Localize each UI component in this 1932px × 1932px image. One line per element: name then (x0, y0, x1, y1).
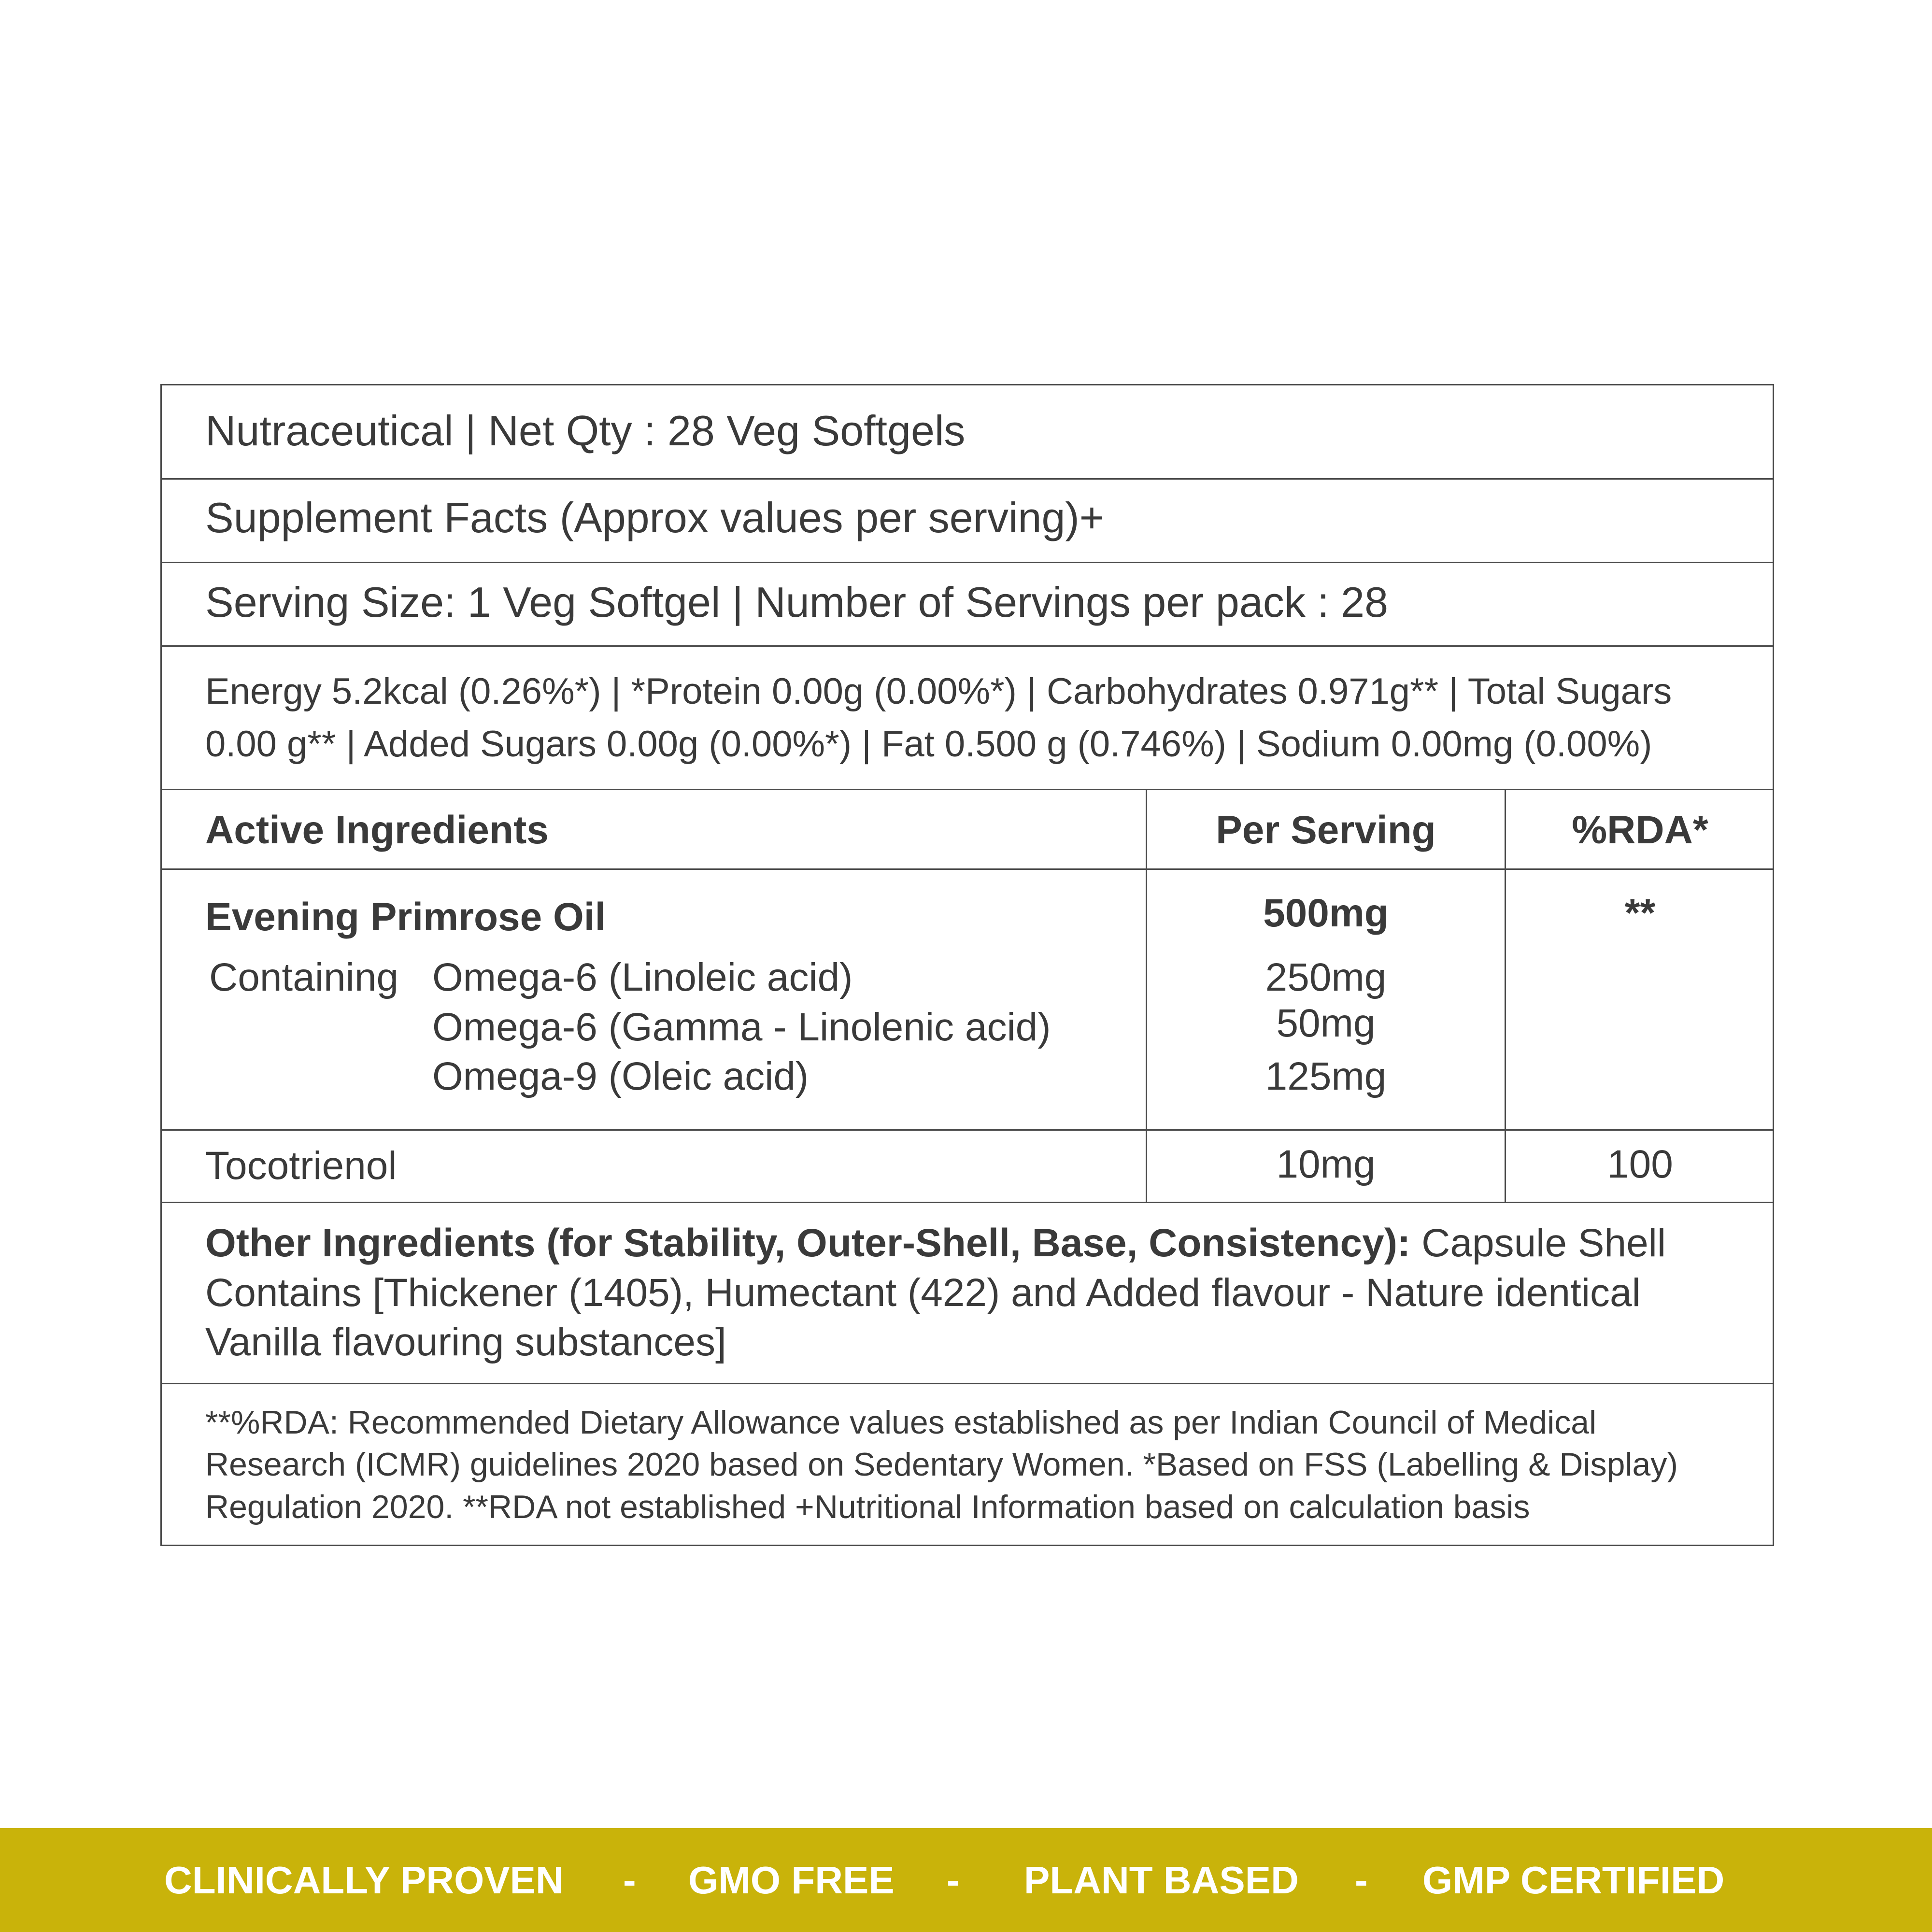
sub-ingredient-amount: 50mg (1276, 1001, 1376, 1045)
divider (162, 789, 1773, 790)
claim-gmp-certified: GMP CERTIFIED (1422, 1859, 1725, 1902)
net-quantity-line: Nutraceutical | Net Qty : 28 Veg Softgels (205, 407, 966, 455)
divider (162, 1129, 1773, 1131)
banner-separator: - (1355, 1859, 1368, 1902)
footnote-line-2: Research (ICMR) guidelines 2020 based on Sedentary Women. *Based on FSS (Labelling & Display) (205, 1446, 1678, 1483)
serving-size-line: Serving Size: 1 Veg Softgel | Number of Servings per pack : 28 (205, 578, 1389, 626)
claim-clinically-proven: CLINICALLY PROVEN (164, 1859, 564, 1902)
footnote-line-3: Regulation 2020. **RDA not established +Nutritional Information based on calculation basis (205, 1489, 1530, 1525)
divider (162, 1202, 1773, 1203)
sub-ingredient-name: Omega-6 (Linoleic acid) (432, 955, 853, 999)
claim-plant-based: PLANT BASED (1024, 1859, 1299, 1902)
footnote-line-1: **%RDA: Recommended Dietary Allowance values established as per Indian Council of Medical (205, 1404, 1597, 1441)
column-header-active-ingredients: Active Ingredients (205, 808, 549, 852)
supplement-facts-title: Supplement Facts (Approx values per serving)+ (205, 494, 1105, 541)
column-divider (1505, 789, 1506, 1203)
claim-gmo-free: GMO FREE (688, 1859, 895, 1902)
other-ingredients-line-1 (205, 1223, 1666, 1263)
ingredient-per-serving: 500mg (1263, 891, 1389, 935)
other-ingredients-text: Capsule Shell (1410, 1221, 1666, 1265)
divider (162, 562, 1773, 563)
divider (162, 645, 1773, 647)
nutrition-info-line-1: Energy 5.2kcal (0.26%*) | *Protein 0.00g (0.00%*) | Carbohydrates 0.971g** | Total Sugars (205, 671, 1672, 712)
nutrition-info-line-2: 0.00 g** | Added Sugars 0.00g (0.00%*) | Fat 0.500 g (0.746%) | Sodium 0.00mg (0.00%) (205, 724, 1652, 765)
ingredient-per-serving: 10mg (1276, 1142, 1376, 1186)
supplement-facts-panel (160, 384, 1774, 1546)
column-header-rda: %RDA* (1572, 808, 1708, 852)
ingredient-name: Evening Primrose Oil (205, 895, 606, 939)
banner-separator: - (623, 1859, 636, 1902)
divider (162, 1383, 1773, 1384)
divider (162, 868, 1773, 870)
banner-separator: - (947, 1859, 960, 1902)
sub-ingredient-name: Omega-9 (Oleic acid) (432, 1054, 809, 1098)
other-ingredients-line-2: Contains [Thickener (1405), Humectant (422) and Added flavour - Nature identical (205, 1271, 1641, 1315)
ingredient-name: Tocotrienol (205, 1144, 397, 1188)
claims-banner (0, 1828, 1932, 1932)
ingredient-rda: ** (1624, 891, 1656, 935)
sub-ingredient-name: Omega-6 (Gamma - Linolenic acid) (432, 1005, 1051, 1049)
sub-ingredient-amount: 250mg (1265, 955, 1387, 999)
column-header-per-serving: Per Serving (1216, 808, 1436, 852)
other-ingredients-heading: Other Ingredients (for Stability, Outer-Shell, Base, Consistency): (205, 1221, 1411, 1265)
containing-label: Containing (209, 955, 399, 999)
sub-ingredient-amount: 125mg (1265, 1054, 1387, 1098)
divider (162, 478, 1773, 480)
ingredient-rda: 100 (1607, 1142, 1673, 1186)
other-ingredients-line-3: Vanilla flavouring substances] (205, 1320, 726, 1364)
